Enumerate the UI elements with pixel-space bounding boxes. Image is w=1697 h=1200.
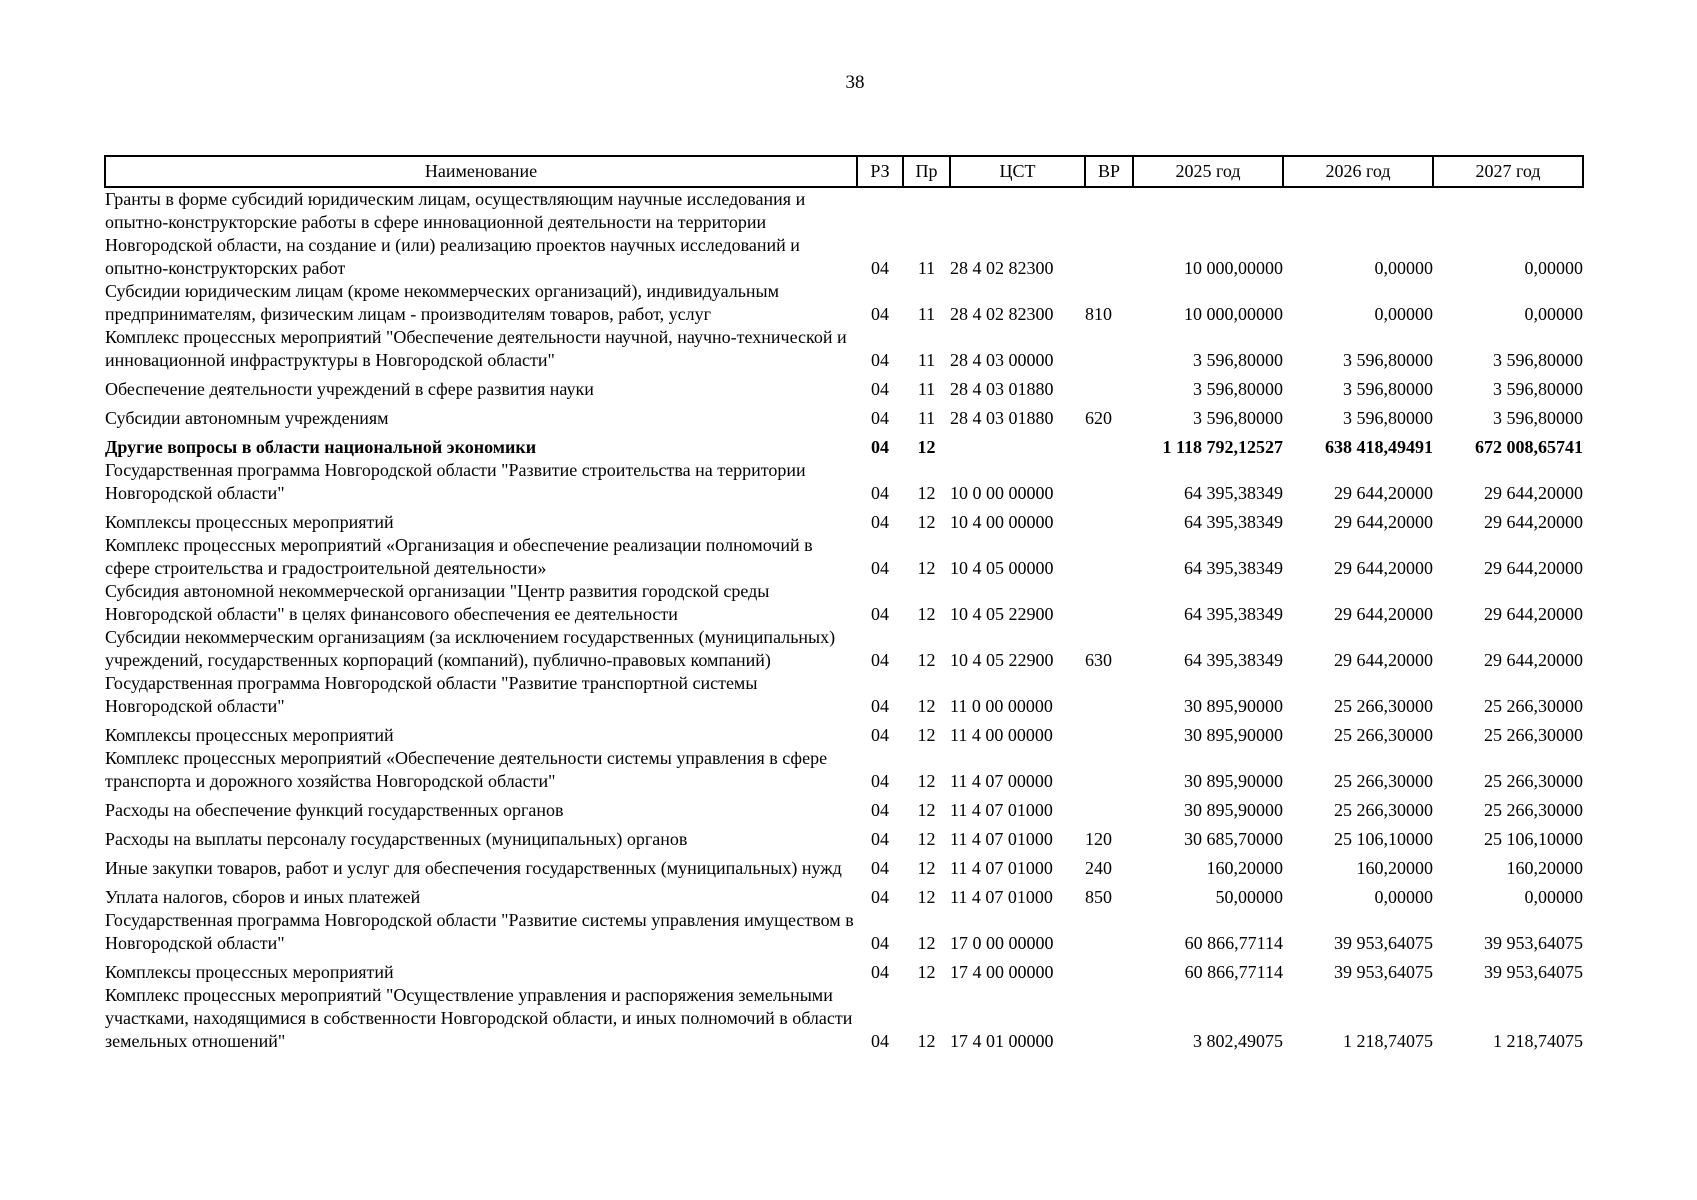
table-row <box>105 672 1583 718</box>
cell-pr: 12 <box>917 962 936 982</box>
table-row <box>105 430 1583 459</box>
header-name: Наименование <box>105 156 857 187</box>
cell-vr <box>1085 909 1133 955</box>
table-row <box>105 505 1583 534</box>
cell-cst: 10 0 00 00000 <box>950 483 1054 503</box>
cell-vr <box>1085 955 1133 984</box>
cell-2025: 60 866,77114 <box>1184 933 1283 953</box>
cell-name: Субсидии юридическим лицам (кроме некоммерческих организаций), индивидуальным предпринимателям, физическим лицам - производителям товаров, работ, услуг <box>105 281 780 324</box>
cell-pr: 11 <box>917 258 936 278</box>
cell-2026: 1 218,74075 <box>1343 1031 1433 1051</box>
cell-pr: 12 <box>917 887 936 907</box>
table-row <box>105 955 1583 984</box>
cell-cst: 28 4 03 00000 <box>950 350 1054 370</box>
cell-2025: 3 802,49075 <box>1193 1031 1283 1051</box>
header-vr: ВР <box>1085 156 1133 187</box>
cell-pr: 12 <box>917 771 936 791</box>
cell-cst: 28 4 03 01880 <box>950 379 1054 399</box>
cell-cst: 11 4 07 00000 <box>950 771 1053 791</box>
cell-vr: 630 <box>1085 650 1112 670</box>
cell-rz: 04 <box>871 437 889 457</box>
cell-2025: 60 866,77114 <box>1184 962 1283 982</box>
cell-2026: 0,00000 <box>1374 304 1433 324</box>
cell-2026: 29 644,20000 <box>1334 512 1433 532</box>
cell-cst: 17 0 00 00000 <box>950 933 1054 953</box>
cell-rz: 04 <box>871 696 889 716</box>
table-row <box>105 372 1583 401</box>
cell-2025: 64 395,38349 <box>1184 604 1283 624</box>
cell-2026: 39 953,64075 <box>1334 933 1433 953</box>
cell-cst: 10 4 05 22900 <box>950 604 1054 624</box>
cell-pr: 12 <box>917 512 936 532</box>
cell-cst: 11 4 07 01000 <box>950 800 1053 820</box>
cell-vr <box>1085 793 1133 822</box>
cell-name: Субсидии автономным учреждениям <box>105 408 389 428</box>
cell-2025: 30 895,90000 <box>1184 696 1283 716</box>
cell-2025: 64 395,38349 <box>1184 650 1283 670</box>
cell-2027: 0,00000 <box>1524 887 1583 907</box>
cell-rz: 04 <box>871 771 889 791</box>
cell-vr <box>1085 459 1133 505</box>
cell-2026: 39 953,64075 <box>1334 962 1433 982</box>
cell-name: Другие вопросы в области национальной экономики <box>105 437 537 457</box>
cell-name: Обеспечение деятельности учреждений в сфере развития науки <box>105 379 594 399</box>
cell-cst: 17 4 01 00000 <box>950 1031 1054 1051</box>
cell-cst: 11 4 07 01000 <box>950 887 1053 907</box>
cell-2027: 672 008,65741 <box>1475 437 1583 457</box>
table-row <box>105 459 1583 505</box>
cell-2026: 25 266,30000 <box>1334 800 1433 820</box>
table-row <box>105 909 1583 955</box>
cell-2026: 29 644,20000 <box>1334 483 1433 503</box>
cell-2025: 30 685,70000 <box>1184 829 1283 849</box>
table-row <box>105 534 1583 580</box>
cell-2025: 1 118 792,12527 <box>1162 437 1283 457</box>
cell-pr: 11 <box>917 379 936 399</box>
cell-name: Комплексы процессных мероприятий <box>105 512 394 532</box>
cell-2027: 0,00000 <box>1524 258 1583 278</box>
table-row <box>105 326 1583 372</box>
header-cst: ЦСТ <box>950 156 1085 187</box>
table-row <box>105 851 1583 880</box>
cell-name: Комплекс процессных мероприятий "Обеспечение деятельности научной, научно-технической и инновационной инфраструктуры в Новгородской области" <box>105 327 847 370</box>
cell-cst: 28 4 02 82300 <box>950 258 1054 278</box>
table-row <box>105 747 1583 793</box>
cell-2027: 3 596,80000 <box>1493 350 1583 370</box>
cell-vr: 240 <box>1085 858 1112 878</box>
cell-name: Субсидии некоммерческим организациям (за исключением государственных (муниципальных) учреждений, государственных корпораций (компаний), публично-правовых компаний) <box>105 627 836 670</box>
cell-2025: 3 596,80000 <box>1193 408 1283 428</box>
cell-name: Расходы на обеспечение функций государственных органов <box>105 800 564 820</box>
cell-cst: 10 4 00 00000 <box>950 512 1054 532</box>
cell-2025: 50,00000 <box>1215 887 1283 907</box>
cell-rz: 04 <box>871 258 889 278</box>
cell-vr: 850 <box>1085 887 1112 907</box>
cell-2026: 25 106,10000 <box>1334 829 1433 849</box>
cell-pr: 11 <box>917 408 936 428</box>
cell-2025: 64 395,38349 <box>1184 483 1283 503</box>
table-row <box>105 280 1583 326</box>
cell-rz: 04 <box>871 379 889 399</box>
cell-2027: 25 266,30000 <box>1484 771 1583 791</box>
cell-2026: 29 644,20000 <box>1334 558 1433 578</box>
cell-2025: 30 895,90000 <box>1184 800 1283 820</box>
cell-vr: 620 <box>1085 408 1112 428</box>
cell-2027: 160,20000 <box>1506 858 1583 878</box>
cell-vr <box>1085 580 1133 626</box>
cell-2025: 3 596,80000 <box>1193 350 1283 370</box>
cell-2027: 25 106,10000 <box>1484 829 1583 849</box>
cell-2026: 25 266,30000 <box>1334 771 1433 791</box>
cell-pr: 12 <box>917 696 936 716</box>
header-rz: РЗ <box>857 156 903 187</box>
cell-vr <box>1085 672 1133 718</box>
header-pr: Пр <box>903 156 950 187</box>
cell-name: Комплексы процессных мероприятий <box>105 962 394 982</box>
cell-pr: 11 <box>917 304 936 324</box>
cell-2025: 3 596,80000 <box>1193 379 1283 399</box>
cell-vr: 120 <box>1085 829 1112 849</box>
cell-vr: 810 <box>1085 304 1112 324</box>
cell-vr <box>1085 505 1133 534</box>
cell-rz: 04 <box>871 829 889 849</box>
cell-2025: 30 895,90000 <box>1184 725 1283 745</box>
cell-pr: 12 <box>917 933 936 953</box>
cell-name: Государственная программа Новгородской области "Развитие строительства на территории Новгородской области" <box>105 460 806 503</box>
cell-pr: 12 <box>917 858 936 878</box>
cell-vr <box>1085 187 1133 280</box>
cell-pr: 12 <box>917 604 936 624</box>
cell-2027: 39 953,64075 <box>1484 933 1583 953</box>
cell-2025: 10 000,00000 <box>1184 304 1283 324</box>
cell-rz: 04 <box>871 962 889 982</box>
cell-cst: 28 4 02 82300 <box>950 304 1054 324</box>
cell-cst: 17 4 00 00000 <box>950 962 1054 982</box>
cell-2027: 29 644,20000 <box>1484 650 1583 670</box>
cell-rz: 04 <box>871 800 889 820</box>
cell-name: Государственная программа Новгородской области "Развитие системы управления имуществом в Новгородской области" <box>105 910 854 953</box>
cell-rz: 04 <box>871 512 889 532</box>
cell-name: Гранты в форме субсидий юридическим лицам, осуществляющим научные исследования и опытно-конструкторские работы в сфере инновационной деятельности на территории Новгородской области, на создание и (или) реализацию проектов научных исследований и опытно-конструкторских работ <box>105 189 806 278</box>
cell-vr <box>1085 534 1133 580</box>
table-row <box>105 793 1583 822</box>
cell-pr: 12 <box>917 483 936 503</box>
cell-2026: 25 266,30000 <box>1334 725 1433 745</box>
cell-name: Комплекс процессных мероприятий «Обеспечение деятельности системы управления в сфере транспорта и дорожного хозяйства Новгородской области" <box>105 748 828 791</box>
table-row <box>105 984 1583 1053</box>
cell-2026: 25 266,30000 <box>1334 696 1433 716</box>
cell-2026: 29 644,20000 <box>1334 604 1433 624</box>
cell-2025: 160,20000 <box>1206 858 1283 878</box>
cell-rz: 04 <box>871 858 889 878</box>
cell-name: Комплексы процессных мероприятий <box>105 725 394 745</box>
cell-vr <box>1085 718 1133 747</box>
cell-cst: 11 4 00 00000 <box>950 725 1053 745</box>
cell-rz: 04 <box>871 483 889 503</box>
cell-name: Комплекс процессных мероприятий «Организация и обеспечение реализации полномочий в сфере строительства и градостроительной деятельности» <box>105 535 813 578</box>
cell-2026: 160,20000 <box>1356 858 1433 878</box>
cell-2026: 3 596,80000 <box>1343 408 1433 428</box>
cell-vr <box>1085 372 1133 401</box>
cell-rz: 04 <box>871 604 889 624</box>
table-row <box>105 187 1583 280</box>
cell-rz: 04 <box>871 408 889 428</box>
cell-pr: 12 <box>917 558 936 578</box>
cell-2027: 3 596,80000 <box>1493 379 1583 399</box>
cell-rz: 04 <box>871 650 889 670</box>
cell-cst <box>950 430 1085 459</box>
cell-2026: 0,00000 <box>1374 887 1433 907</box>
header-2026: 2026 год <box>1283 156 1433 187</box>
cell-2026: 3 596,80000 <box>1343 379 1433 399</box>
page-number: 38 <box>845 72 865 93</box>
table-row <box>105 718 1583 747</box>
cell-2027: 3 596,80000 <box>1493 408 1583 428</box>
cell-cst: 10 4 05 00000 <box>950 558 1054 578</box>
cell-rz: 04 <box>871 304 889 324</box>
cell-2026: 29 644,20000 <box>1334 650 1433 670</box>
cell-name: Иные закупки товаров, работ и услуг для обеспечения государственных (муниципальных) нужд <box>105 858 842 878</box>
cell-2025: 30 895,90000 <box>1184 771 1283 791</box>
table-row <box>105 626 1583 672</box>
table-header-row <box>105 156 1583 187</box>
cell-2026: 638 418,49491 <box>1325 437 1433 457</box>
header-2025: 2025 год <box>1133 156 1283 187</box>
cell-rz: 04 <box>871 725 889 745</box>
cell-2025: 10 000,00000 <box>1184 258 1283 278</box>
cell-2027: 39 953,64075 <box>1484 962 1583 982</box>
cell-pr: 11 <box>917 350 936 370</box>
cell-2027: 29 644,20000 <box>1484 558 1583 578</box>
cell-cst: 10 4 05 22900 <box>950 650 1054 670</box>
cell-pr: 12 <box>917 650 936 670</box>
cell-name: Расходы на выплаты персоналу государственных (муниципальных) органов <box>105 829 688 849</box>
cell-2026: 0,00000 <box>1374 258 1433 278</box>
cell-vr <box>1085 430 1133 459</box>
cell-name: Уплата налогов, сборов и иных платежей <box>105 887 421 907</box>
cell-cst: 28 4 03 01880 <box>950 408 1054 428</box>
cell-cst: 11 0 00 00000 <box>950 696 1053 716</box>
cell-2025: 64 395,38349 <box>1184 512 1283 532</box>
cell-2027: 25 266,30000 <box>1484 696 1583 716</box>
table-row <box>105 880 1583 909</box>
cell-rz: 04 <box>871 1031 889 1051</box>
cell-2025: 64 395,38349 <box>1184 558 1283 578</box>
cell-2027: 29 644,20000 <box>1484 604 1583 624</box>
cell-rz: 04 <box>871 350 889 370</box>
cell-rz: 04 <box>871 933 889 953</box>
cell-cst: 11 4 07 01000 <box>950 858 1053 878</box>
cell-2027: 29 644,20000 <box>1484 512 1583 532</box>
table-row <box>105 401 1583 430</box>
cell-name: Комплекс процессных мероприятий "Осуществление управления и распоряжения земельными участками, находящимися в собственности Новгородской области, и иных полномочий в области земельных отношений" <box>105 985 853 1051</box>
cell-rz: 04 <box>871 887 889 907</box>
cell-2027: 29 644,20000 <box>1484 483 1583 503</box>
cell-name: Государственная программа Новгородской области "Развитие транспортной системы Новгородской области" <box>105 673 758 716</box>
cell-vr <box>1085 326 1133 372</box>
table-row <box>105 822 1583 851</box>
cell-pr: 12 <box>917 800 936 820</box>
cell-2027: 1 218,74075 <box>1493 1031 1583 1051</box>
table-body <box>105 187 1583 1053</box>
table-row <box>105 580 1583 626</box>
cell-2026: 3 596,80000 <box>1343 350 1433 370</box>
cell-pr: 12 <box>917 829 936 849</box>
cell-pr: 12 <box>917 437 936 457</box>
cell-vr <box>1085 747 1133 793</box>
cell-name: Субсидия автономной некоммерческой организации "Центр развития городской среды Новгородской области" в целях финансового обеспечения ее деятельности <box>105 581 770 624</box>
cell-vr <box>1085 984 1133 1053</box>
cell-cst: 11 4 07 01000 <box>950 829 1053 849</box>
cell-pr: 12 <box>917 1031 936 1051</box>
cell-rz: 04 <box>871 558 889 578</box>
cell-2027: 0,00000 <box>1524 304 1583 324</box>
header-2027: 2027 год <box>1433 156 1583 187</box>
cell-2027: 25 266,30000 <box>1484 725 1583 745</box>
budget-table <box>104 155 1584 1053</box>
cell-pr: 12 <box>917 725 936 745</box>
cell-2027: 25 266,30000 <box>1484 800 1583 820</box>
